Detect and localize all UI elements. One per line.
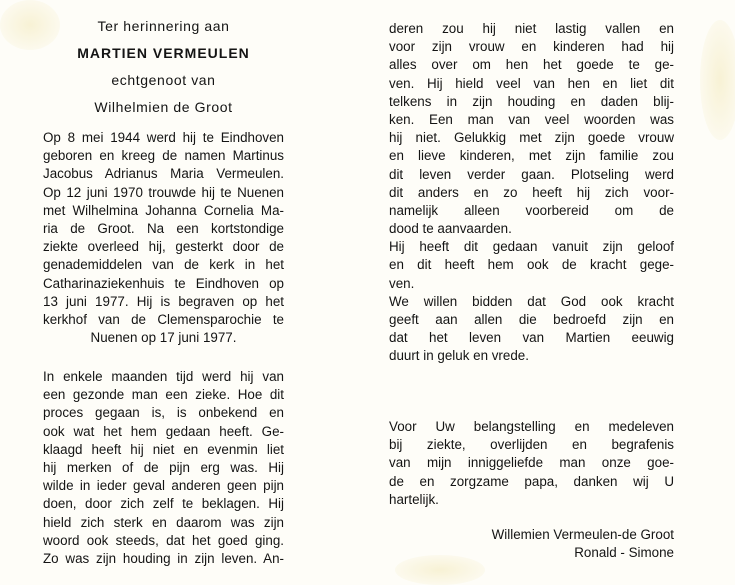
text-line: dood te aanvaarden. [389,221,512,237]
text-line: hij merken of de pijn erg was. Hij [43,459,284,475]
thanks-paragraph [389,418,674,509]
text-line: Zo was zijn houding in zijn leven. An- [43,550,284,566]
text-line: hij niet. Gelukkig met zijn goede vrouw [389,130,674,146]
text-line: Op 12 juni 1970 trouwde hij te Nuenen [43,184,284,200]
text-line: Nuenen op 17 juni 1977. [90,330,237,346]
text-line: dit anders en zo heeft hij zich voor- [389,184,674,200]
children-signature: Ronald - Simone [574,545,674,561]
text-line: deren zou hij niet lastig vallen en [389,21,674,36]
text-line: geboren en kreeg de namen Martinus [43,148,284,164]
text-line: alles over om hen het goede te ge- [389,57,674,73]
text-line: Jacobus Adrianus Maria Vermeulen. [43,166,284,182]
text-line: hartelijk. [389,491,439,507]
text-line: dat het leven van Martien eeuwig [389,330,674,346]
text-line: namelijk alleen voorbereid om de [389,202,674,218]
text-line: ven. Hij hield veel van hen en liet dit [389,75,674,91]
text-line: doen, door zich zelf te beklagen. Hij [43,496,284,512]
text-line: klaagd heeft hij niet en evenmin liet [43,441,284,457]
text-line: voor zijn vrouw en kinderen had hij [389,39,674,55]
text-line: Op 8 mei 1944 werd hij te Eindhoven [43,130,284,145]
text-line: geeft aan allen die bedroefd zijn en [389,312,674,327]
text-line: van mijn inniggeliefde man onze goe- [389,455,674,471]
text-line: dit leven verder gaan. Plotseling werd [389,166,674,182]
spouse-name: Wilhelmien de Groot [94,99,233,115]
text-line: ria de Groot. Na een kortstondige [43,220,284,236]
text-line: hield zich sterk en daarom was zijn [43,514,284,530]
text-line: Voor Uw belangstelling en medeleven [389,419,674,434]
deceased-name: MARTIEN VERMEULEN [77,45,250,61]
intro-line: Ter herinnering aan [97,18,230,34]
text-line: kerkhof van de Clemensparochie te [43,311,284,327]
text-line: 13 juni 1977. Hij is begraven op het [43,293,284,309]
text-line: ven. [389,275,415,291]
text-line: met Wilhelmina Johanna Cornelia Ma- [43,202,284,218]
text-line: de en zorgzame papa, danken wij U [389,473,674,489]
relation-line: echtgenoot van [111,72,216,88]
continuation-paragraph [389,20,674,366]
text-line: wilde in ieder geval anderen geen pijn [43,478,284,494]
biography-paragraph [43,129,284,347]
text-line: bij ziekte, overlijden en begrafenis [389,437,674,453]
text-line: een gezonde man een zieke. Hoe dit [43,387,284,403]
card-header [43,13,284,121]
text-line: woord ook steeds, dat het goed ging. [43,532,284,548]
text-line: duurt in geluk en vrede. [389,348,529,364]
text-line: en lieve kinderen, met zijn familie zou [389,148,674,164]
right-page [370,0,735,579]
text-line: ziekte overleed hij, gesterkt door de [43,239,284,255]
text-line: In enkele maanden tijd werd hij van [43,369,284,384]
text-line: en dit heeft hem ook de kracht gege- [389,257,674,273]
illness-paragraph [43,368,284,568]
left-page [0,0,370,579]
text-line: We willen bidden dat God ook kracht [389,293,674,309]
signature-block [389,526,674,562]
text-line: ook wat het hem gedaan heeft. Ge- [43,423,284,439]
text-line: genademiddelen van de kerk in het [43,257,284,273]
text-line: ken. Een man van veel woorden was [389,111,674,127]
text-line: telkens in zijn houding en daden blij- [389,93,674,109]
text-line: Catharinaziekenhuis te Eindhoven op [43,275,284,291]
text-line: Hij heeft dit gedaan vanuit zijn geloof [389,239,674,255]
text-line: proces gegaan is, is onbekend en [43,405,284,421]
widow-signature: Willemien Vermeulen-de Groot [491,527,674,542]
